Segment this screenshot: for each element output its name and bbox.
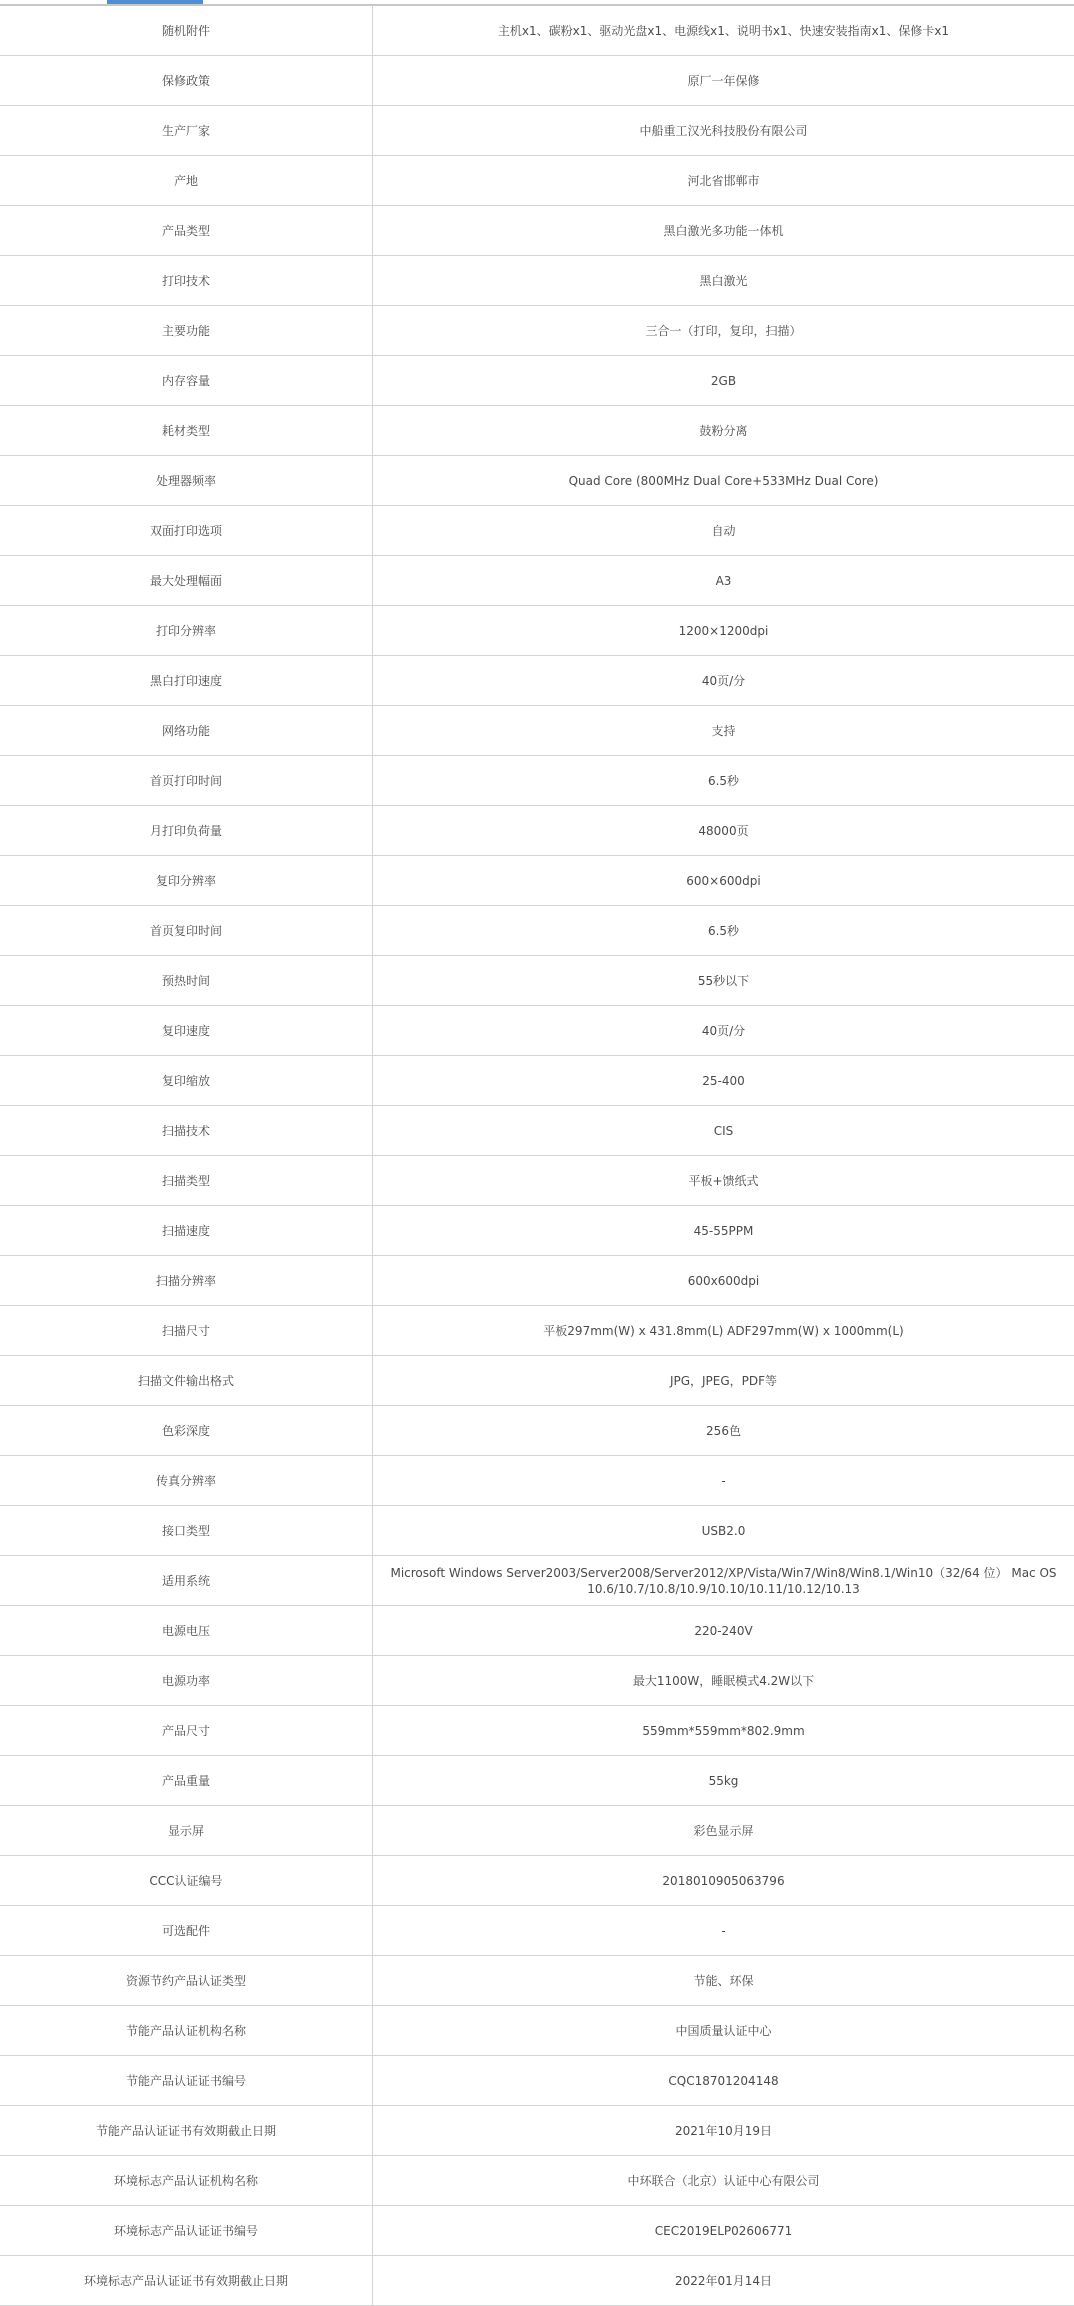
spec-row xyxy=(0,1456,1074,1506)
spec-key: 最大处理幅面 xyxy=(0,556,373,605)
spec-value: 600×600dpi xyxy=(686,873,761,888)
spec-value: 平板297mm(W) x 431.8mm(L) ADF297mm(W) x 1000mm(L) xyxy=(543,1323,904,1338)
spec-value: CIS xyxy=(713,1123,734,1138)
spec-value: 55kg xyxy=(708,1773,739,1788)
spec-row xyxy=(0,1106,1074,1156)
spec-key: 节能产品认证机构名称 xyxy=(0,2006,373,2055)
spec-key: 产地 xyxy=(0,156,373,205)
spec-key: CCC认证编号 xyxy=(0,1856,373,1905)
spec-row xyxy=(0,606,1074,656)
spec-value: 25-400 xyxy=(702,1073,745,1088)
spec-row xyxy=(0,806,1074,856)
spec-value: 支持 xyxy=(711,723,736,738)
spec-value: 2018010905063796 xyxy=(662,1873,785,1888)
spec-key: 接口类型 xyxy=(0,1506,373,1555)
spec-value: 河北省邯郸市 xyxy=(687,173,760,188)
spec-key: 适用系统 xyxy=(0,1556,373,1605)
spec-value: Quad Core (800MHz Dual Core+533MHz Dual Core) xyxy=(568,473,879,488)
spec-value: 黑白激光 xyxy=(699,273,748,288)
spec-value: 中环联合（北京）认证中心有限公司 xyxy=(627,2173,820,2188)
spec-key: 扫描分辨率 xyxy=(0,1256,373,1305)
spec-key: 节能产品认证证书编号 xyxy=(0,2056,373,2105)
spec-key: 复印速度 xyxy=(0,1006,373,1055)
spec-value: 三合一（打印，复印，扫描） xyxy=(645,323,802,338)
spec-key: 环境标志产品认证证书有效期截止日期 xyxy=(0,2256,373,2305)
spec-key: 打印技术 xyxy=(0,256,373,305)
spec-value: 55秒以下 xyxy=(697,973,750,988)
spec-key: 扫描速度 xyxy=(0,1206,373,1255)
spec-value: 自动 xyxy=(711,523,736,538)
spec-value: 黑白激光多功能一体机 xyxy=(663,223,784,238)
spec-row xyxy=(0,756,1074,806)
spec-value: 节能、环保 xyxy=(693,1973,754,1988)
spec-row xyxy=(0,306,1074,356)
spec-value: 600x600dpi xyxy=(687,1273,760,1288)
spec-key: 电源电压 xyxy=(0,1606,373,1655)
spec-key: 保修政策 xyxy=(0,56,373,105)
spec-key: 产品类型 xyxy=(0,206,373,255)
spec-key: 月打印负荷量 xyxy=(0,806,373,855)
spec-row xyxy=(0,2206,1074,2256)
spec-key: 打印分辨率 xyxy=(0,606,373,655)
spec-row xyxy=(0,1906,1074,1956)
spec-row xyxy=(0,2156,1074,2206)
spec-row xyxy=(0,2006,1074,2056)
spec-value: Microsoft Windows Server2003/Server2008/Server2012/XP/Vista/Win7/Win8/Win8.1/Win10（32/64 位） Mac OS 10.6/10.7/10.8/10.9/10.10/10.11/10.12/10.13 xyxy=(390,1565,1057,1596)
spec-value: 48000页 xyxy=(698,823,749,838)
spec-row xyxy=(0,206,1074,256)
spec-value: CQC18701204148 xyxy=(668,2073,779,2088)
spec-row xyxy=(0,1806,1074,1856)
spec-row xyxy=(0,356,1074,406)
spec-value: 40页/分 xyxy=(701,673,746,688)
spec-key: 复印分辨率 xyxy=(0,856,373,905)
spec-key: 网络功能 xyxy=(0,706,373,755)
spec-value: 最大1100W，睡眠模式4.2W以下 xyxy=(632,1673,815,1688)
spec-row xyxy=(0,1506,1074,1556)
spec-row xyxy=(0,1056,1074,1106)
spec-row xyxy=(0,6,1074,56)
spec-value: 平板+馈纸式 xyxy=(688,1173,759,1188)
spec-row xyxy=(0,956,1074,1006)
spec-row xyxy=(0,2256,1074,2306)
spec-row xyxy=(0,506,1074,556)
spec-key: 环境标志产品认证机构名称 xyxy=(0,2156,373,2205)
spec-value: 6.5秒 xyxy=(707,773,740,788)
spec-key: 主要功能 xyxy=(0,306,373,355)
spec-value: USB2.0 xyxy=(701,1523,746,1538)
spec-key: 扫描技术 xyxy=(0,1106,373,1155)
spec-key: 预热时间 xyxy=(0,956,373,1005)
spec-key: 首页打印时间 xyxy=(0,756,373,805)
spec-row xyxy=(0,1706,1074,1756)
spec-value: - xyxy=(721,1923,726,1938)
spec-row xyxy=(0,156,1074,206)
spec-row xyxy=(0,1006,1074,1056)
spec-key: 扫描尺寸 xyxy=(0,1306,373,1355)
spec-value: 40页/分 xyxy=(701,1023,746,1038)
spec-row xyxy=(0,656,1074,706)
spec-value: 1200×1200dpi xyxy=(678,623,769,638)
spec-row xyxy=(0,1406,1074,1456)
spec-value: 6.5秒 xyxy=(707,923,740,938)
spec-value: 中船重工汉光科技股份有限公司 xyxy=(639,123,808,138)
spec-key: 色彩深度 xyxy=(0,1406,373,1455)
spec-key: 资源节约产品认证类型 xyxy=(0,1956,373,2005)
spec-key: 复印缩放 xyxy=(0,1056,373,1105)
spec-row xyxy=(0,1156,1074,1206)
spec-value: 主机x1、碳粉x1、驱动光盘x1、电源线x1、说明书x1、快速安装指南x1、保修卡x1 xyxy=(497,23,950,38)
spec-value: 鼓粉分离 xyxy=(699,423,748,438)
spec-value: 2GB xyxy=(710,373,737,388)
spec-row xyxy=(0,1256,1074,1306)
spec-key: 首页复印时间 xyxy=(0,906,373,955)
spec-row xyxy=(0,706,1074,756)
spec-key: 环境标志产品认证证书编号 xyxy=(0,2206,373,2255)
spec-value: 彩色显示屏 xyxy=(693,1823,754,1838)
spec-row xyxy=(0,1606,1074,1656)
spec-value: - xyxy=(721,1473,726,1488)
spec-row xyxy=(0,456,1074,506)
spec-row xyxy=(0,406,1074,456)
spec-value: CEC2019ELP02606771 xyxy=(654,2223,793,2238)
spec-key: 扫描类型 xyxy=(0,1156,373,1205)
spec-row xyxy=(0,1656,1074,1706)
spec-value: 559mm*559mm*802.9mm xyxy=(642,1723,805,1738)
spec-row xyxy=(0,256,1074,306)
spec-row xyxy=(0,906,1074,956)
spec-key: 电源功率 xyxy=(0,1656,373,1705)
spec-value: A3 xyxy=(715,573,732,588)
spec-value: JPG，JPEG，PDF等 xyxy=(669,1373,778,1388)
spec-row xyxy=(0,1356,1074,1406)
spec-value: 2021年10月19日 xyxy=(674,2123,773,2138)
spec-value: 中国质量认证中心 xyxy=(675,2023,772,2038)
spec-key: 产品重量 xyxy=(0,1756,373,1805)
spec-key: 传真分辨率 xyxy=(0,1456,373,1505)
spec-key: 可选配件 xyxy=(0,1906,373,1955)
spec-table xyxy=(0,6,1074,2306)
spec-row xyxy=(0,556,1074,606)
spec-row xyxy=(0,2106,1074,2156)
spec-row xyxy=(0,2056,1074,2106)
spec-key: 处理器频率 xyxy=(0,456,373,505)
spec-key: 双面打印选项 xyxy=(0,506,373,555)
spec-key: 产品尺寸 xyxy=(0,1706,373,1755)
spec-value: 45-55PPM xyxy=(693,1223,754,1238)
spec-value: 原厂一年保修 xyxy=(687,73,760,88)
spec-key: 显示屏 xyxy=(0,1806,373,1855)
spec-key: 节能产品认证证书有效期截止日期 xyxy=(0,2106,373,2155)
spec-key: 生产厂家 xyxy=(0,106,373,155)
spec-row xyxy=(0,1856,1074,1906)
spec-row xyxy=(0,1956,1074,2006)
spec-value: 220-240V xyxy=(694,1623,753,1638)
spec-row xyxy=(0,1206,1074,1256)
spec-key: 随机附件 xyxy=(0,6,373,55)
spec-row xyxy=(0,1556,1074,1606)
spec-row xyxy=(0,106,1074,156)
spec-row xyxy=(0,56,1074,106)
spec-key: 黑白打印速度 xyxy=(0,656,373,705)
spec-row xyxy=(0,1756,1074,1806)
spec-key: 内存容量 xyxy=(0,356,373,405)
spec-key: 耗材类型 xyxy=(0,406,373,455)
spec-value: 256色 xyxy=(706,1423,741,1438)
spec-value: 2022年01月14日 xyxy=(674,2273,773,2288)
spec-row xyxy=(0,1306,1074,1356)
spec-row xyxy=(0,856,1074,906)
spec-key: 扫描文件输出格式 xyxy=(0,1356,373,1405)
